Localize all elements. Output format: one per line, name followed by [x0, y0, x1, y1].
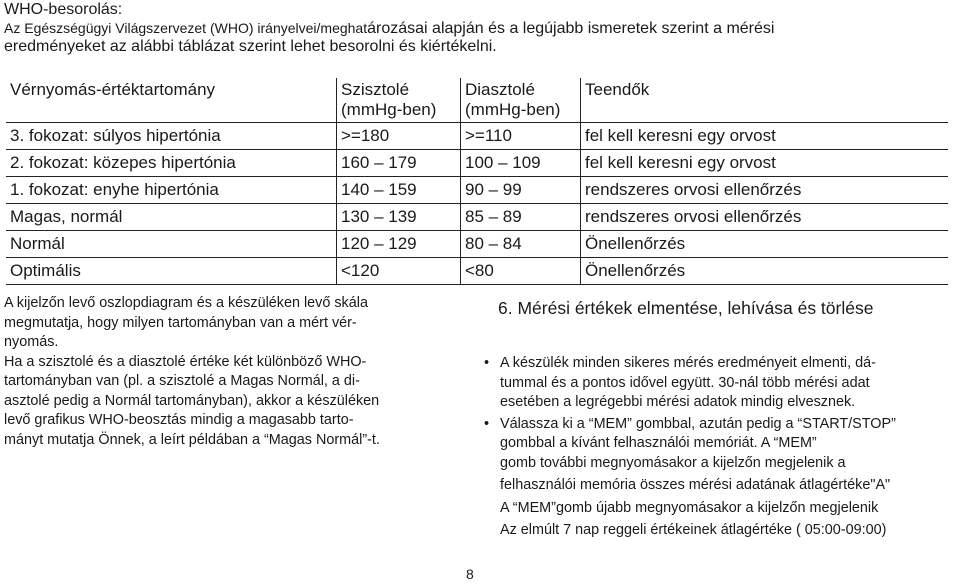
table-cell: 80 – 84 — [460, 231, 580, 257]
table-cell: fel kell keresni egy orvost — [580, 150, 948, 176]
table-cell: rendszeres orvosi ellenőrzés — [580, 177, 948, 203]
table-cell: 160 – 179 — [336, 150, 460, 176]
list-item-line: tummal és a pontos idővel együtt. 30-nál több mérési adat — [500, 374, 870, 391]
table-cell: fel kell keresni egy orvost — [580, 123, 948, 149]
table-cell: <120 — [336, 258, 460, 284]
table-cell: 90 – 99 — [460, 177, 580, 203]
memory-instructions — [480, 354, 950, 541]
paragraph-line: asztolé pedig a Normál tartományban), akkor a készüléken — [4, 392, 380, 409]
list-item-line: gomb további megnyomásakor a kijelzőn megjelenik a — [500, 454, 846, 471]
table-row — [6, 123, 948, 150]
table-cell: 100 – 109 — [460, 150, 580, 176]
table-cell: >=110 — [460, 123, 580, 149]
paragraph-line: megmutatja, hogy milyen tartományban van a mért vér- — [4, 314, 357, 331]
table-row — [6, 258, 948, 285]
list-item — [480, 415, 950, 541]
header-range: Vérnyomás-értéktartomány — [10, 80, 216, 99]
who-display-explanation — [4, 294, 454, 450]
list-item-line: Az elmúlt 7 nap reggeli értékeinek átlagértéke ( 05:00-09:00) — [500, 522, 887, 538]
table-cell: 2. fokozat: közepes hipertónia — [10, 153, 236, 172]
list-item-line: felhasználói memória összes mérési adatának átlagértéke"A" — [500, 477, 891, 493]
list-item-line: esetében a legrégebbi mérési adatok mindig elvesznek. — [500, 394, 856, 410]
paragraph-line: nyomás. — [4, 334, 59, 350]
table-cell: 85 – 89 — [460, 204, 580, 230]
table-cell: Magas, normál — [10, 207, 123, 226]
table-cell: Normál — [10, 234, 65, 253]
paragraph-line: mányt mutatja Önnek, a leírt példában a “Magas Normál”-t. — [4, 431, 380, 448]
list-item — [480, 354, 950, 413]
who-classification-table — [6, 78, 948, 285]
header-systolic: Szisztolé (mmHg-ben) — [336, 78, 460, 122]
list-item-line: Válassza ki a “MEM” gombbal, azután pedig a “START/STOP” — [500, 415, 896, 432]
section-6-title: 6. Mérési értékek elmentése, lehívása és törlése — [498, 298, 874, 318]
bullet-marker: • — [484, 415, 490, 432]
page-number: 8 — [466, 566, 474, 582]
table-cell: 3. fokozat: súlyos hipertónia — [10, 126, 221, 145]
header-diastolic: Diasztolé (mmHg-ben) — [460, 78, 580, 122]
table-row — [6, 231, 948, 258]
paragraph-line: tartományban van (pl. a szisztolé a Magas Normál, a di- — [4, 373, 360, 389]
table-cell: 130 – 139 — [336, 204, 460, 230]
list-item-line: A “MEM”gomb újabb megnyomásakor a kijelzőn megjelenik — [500, 499, 879, 516]
table-cell: Önellenőrzés — [580, 231, 948, 257]
section-title-who: WHO-besorolás: — [4, 1, 123, 18]
table-cell: Önellenőrzés — [580, 258, 948, 284]
table-row — [6, 204, 948, 231]
paragraph-line: Ha a szisztolé és a diasztolé értéke két különböző WHO- — [4, 353, 367, 370]
table-cell: <80 — [460, 258, 580, 284]
table-cell: 140 – 159 — [336, 177, 460, 203]
list-item-line: A készülék minden sikeres mérés eredményeit elmenti, dá- — [500, 355, 876, 371]
bullet-marker: • — [484, 355, 490, 371]
intro-line-1 — [4, 20, 774, 38]
table-cell: Optimális — [10, 261, 81, 280]
table-row — [6, 177, 948, 204]
intro-line-1-rest: ározásai alapján és a legújabb ismeretek szerint a mérési — [367, 20, 775, 37]
intro-line-1-small: Az Egészségügyi Világszervezet (WHO) irányelvei/meghat — [4, 20, 368, 36]
table-row — [6, 150, 948, 177]
table-cell: >=180 — [336, 123, 460, 149]
paragraph-line: A kijelzőn levő oszlopdiagram és a készüléken levő skála — [4, 295, 368, 311]
table-cell: rendszeres orvosi ellenőrzés — [580, 204, 948, 230]
intro-line-2: eredményeket az alábbi táblázat szerint lehet besorolni és kiértékelni. — [4, 38, 497, 55]
table-cell: 1. fokozat: enyhe hipertónia — [10, 180, 219, 199]
list-item-line: gombbal a kívánt felhasználói memóriát. A “MEM” — [500, 435, 817, 451]
table-cell: 120 – 129 — [336, 231, 460, 257]
paragraph-line: levő grafikus WHO-beosztás mindig a magasabb tarto- — [4, 412, 354, 428]
table-header-row — [6, 78, 948, 123]
header-actions: Teendők — [580, 78, 948, 122]
